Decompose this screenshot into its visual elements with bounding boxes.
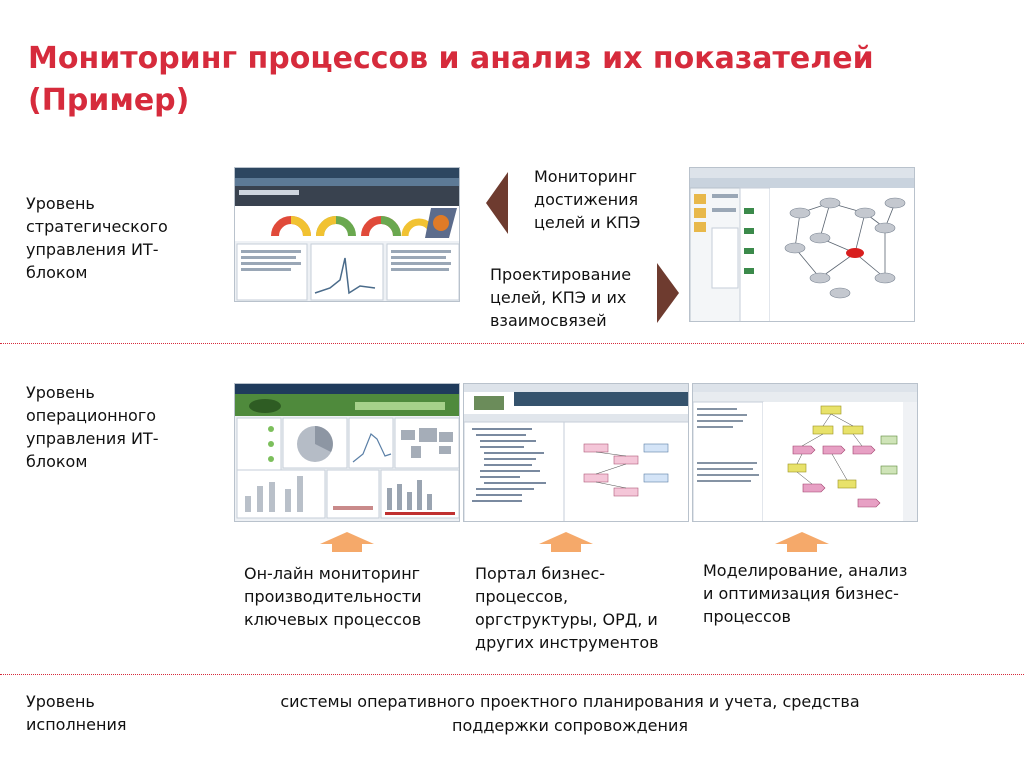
- design-goals-label: Проектирование целей, КПЭ и их взаимосвязей: [490, 265, 632, 330]
- up-arrow-icon: [320, 532, 374, 552]
- process-portal-label: Портал бизнес-процессов, оргструктуры, ОРД, и других инструментов: [475, 564, 659, 652]
- monitoring-goals-label: Мониторинг достижения целей и КПЭ: [534, 167, 641, 232]
- execution-systems-text: системы оперативного проектного планирования и учета, средства поддержки сопровождения: [280, 692, 860, 735]
- goals-network-image: [689, 167, 915, 322]
- triangle-right-icon: [657, 263, 679, 323]
- level-execution-label: Уровень исполнения: [26, 692, 127, 734]
- online-monitoring-label: Он-лайн мониторинг производительности ключевых процессов: [244, 564, 422, 629]
- process-modeling-image: [692, 383, 918, 522]
- scorecard-dashboard-image: [234, 167, 460, 302]
- process-portal-image: [463, 383, 689, 522]
- online-monitoring-image: [234, 383, 460, 522]
- up-arrow-icon: [539, 532, 593, 552]
- level-strategic-label: Уровень стратегического управления ИТ-блоком: [26, 194, 168, 282]
- page-title: Мониторинг процессов и анализ их показателей (Пример): [28, 41, 874, 118]
- triangle-left-icon: [486, 172, 508, 234]
- level-operational-label: Уровень операционного управления ИТ-блоком: [26, 383, 159, 471]
- up-arrow-icon: [775, 532, 829, 552]
- separator-strategic: [0, 343, 1024, 344]
- separator-operational: [0, 674, 1024, 675]
- process-modeling-label: Моделирование, анализ и оптимизация бизнес-процессов: [703, 561, 908, 626]
